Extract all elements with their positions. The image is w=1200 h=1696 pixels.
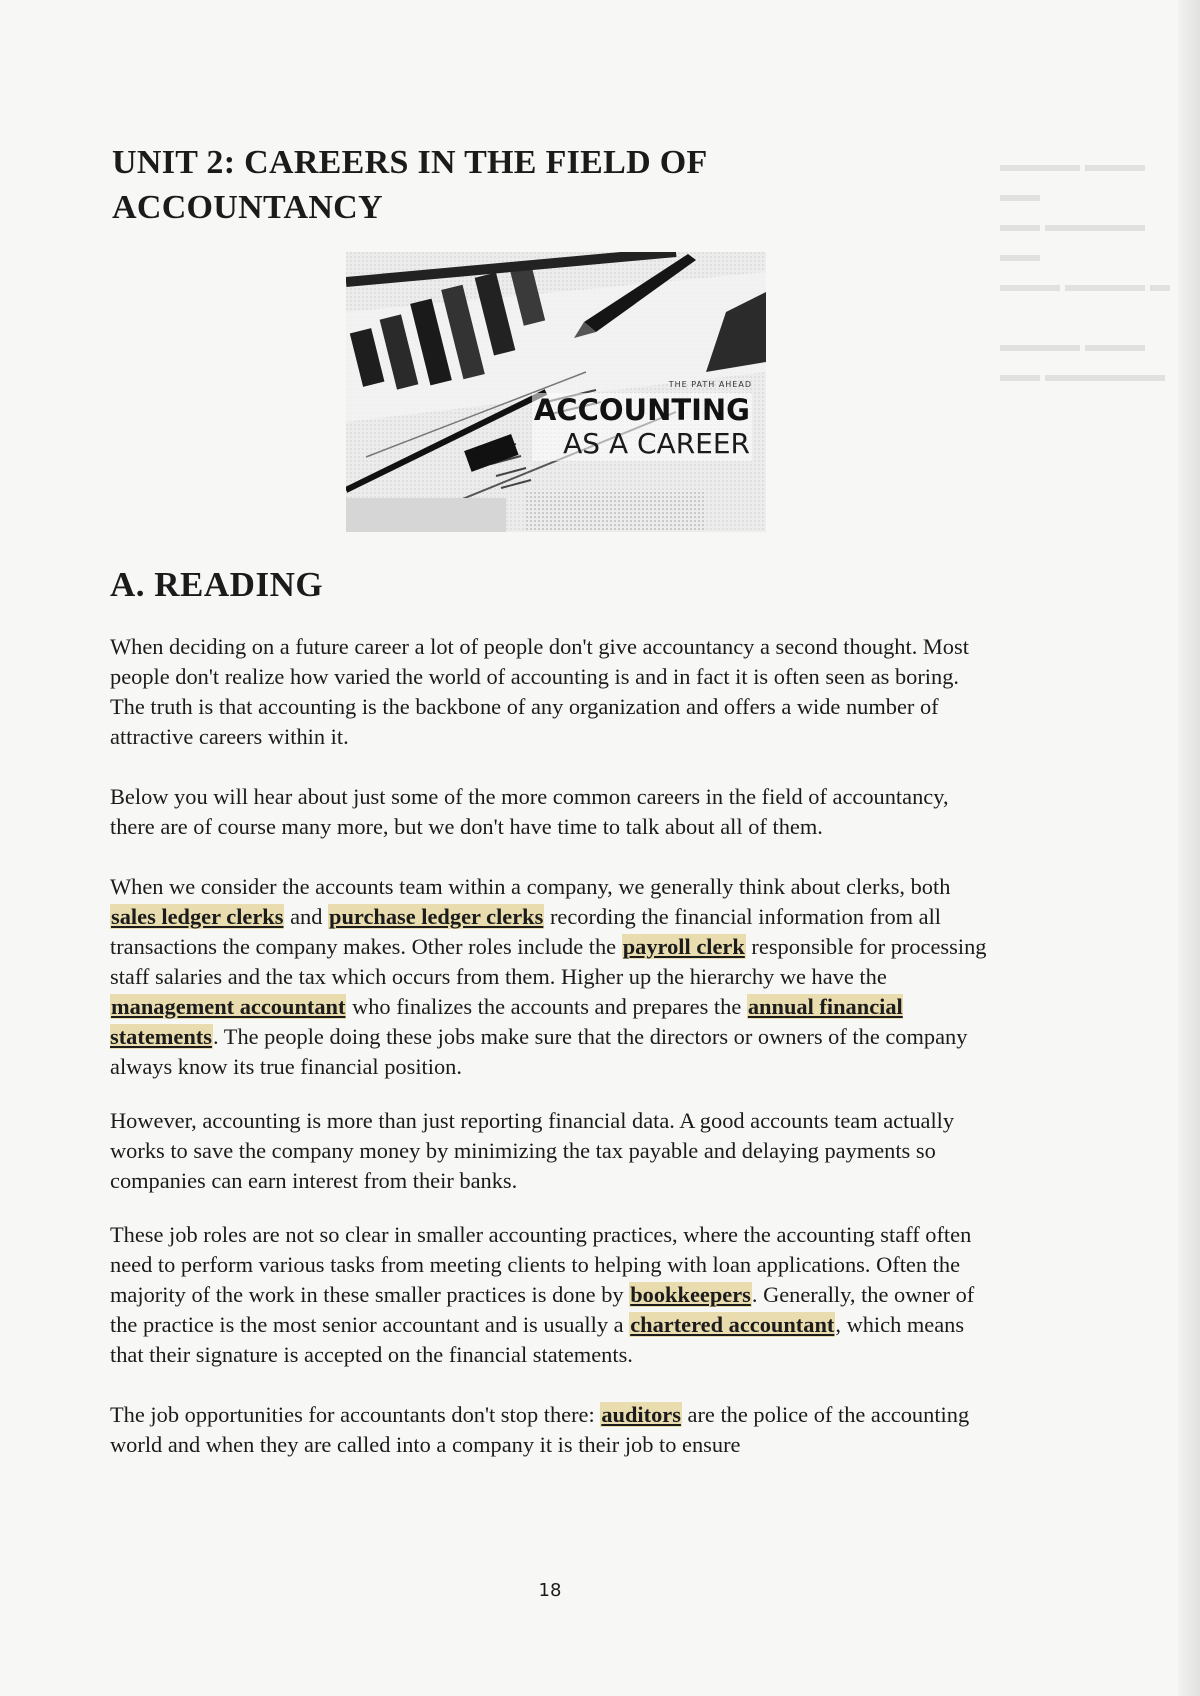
- term-purchase-ledger-clerks: purchase ledger clerks: [329, 904, 544, 929]
- show-through-text: ▬▬▬▬ ▬▬▬ ▬▬ ▬▬ ▬▬▬▬▬ ▬▬ ▬▬▬ ▬▬▬▬ ▬ ▬▬▬▬ ▬▬▬ ▬▬ ▬▬▬▬▬▬: [1000, 154, 1170, 386]
- text-segment: . Generally, the owner of the practice is the most senior accountant and is usually a: [110, 1282, 975, 1337]
- reading-text: [110, 632, 990, 1490]
- banner-small-text: THE PATH AHEAD: [668, 380, 752, 389]
- paragraph-3: [110, 872, 990, 1082]
- text-segment: When we consider the accounts team within a company, we generally think about clerks, both: [110, 874, 951, 899]
- paragraph-5: [110, 1220, 990, 1370]
- text-segment: are the police of the accounting world and when they are called into a company it is their job to ensure: [110, 1402, 970, 1457]
- unit-title-line-2: ACCOUNTANCY: [112, 189, 383, 226]
- text-segment: recording the financial information from all transactions the company makes. Other roles include the: [110, 904, 942, 959]
- term-chartered-accountant: chartered accountant: [630, 1312, 835, 1337]
- text-segment: The job opportunities for accountants don't stop there:: [110, 1402, 601, 1427]
- paragraph-2: [110, 782, 990, 842]
- term-sales-ledger-clerks: sales ledger clerks: [111, 904, 284, 929]
- text-segment: responsible for processing staff salaries and the tax which occurs from them. Higher up the hierarchy we have the: [110, 934, 987, 989]
- term-bookkeepers: bookkeepers: [630, 1282, 751, 1307]
- text-segment: These job roles are not so clear in smaller accounting practices, where the accounting staff often need to perform various tasks from meeting clients to helping with loan applications. Often the majority of the work in these smaller practices is done by: [110, 1222, 972, 1307]
- page-edge-shadow: [1178, 0, 1200, 1696]
- text-segment: When deciding on a future career a lot of people don't give accountancy a second thought. Most people don't realize how varied the world of accounting is and in fact it is often seen as boring. The truth is that accounting is the backbone of any organization and offers a wide number of attractive careers within it.: [110, 634, 969, 749]
- term-management-accountant: management accountant: [111, 994, 346, 1019]
- term-annual-financial-statements: annual financial statements: [110, 994, 903, 1049]
- text-segment: However, accounting is more than just reporting financial data. A good accounts team actually works to save the company money by minimizing the tax payable and delaying payments so companies can earn interest from their banks.: [110, 1108, 955, 1193]
- paragraph-1: [110, 632, 990, 752]
- banner-line-1: ACCOUNTING: [533, 393, 750, 427]
- banner-caption: [532, 380, 752, 461]
- paragraph-6: [110, 1400, 990, 1460]
- paragraph-4: [110, 1106, 990, 1196]
- text-segment: Below you will hear about just some of the more common careers in the field of accountancy, there are of course many more, but we don't have time to talk about all of them.: [110, 784, 949, 839]
- text-segment: and: [284, 904, 328, 929]
- banner-line-2: AS A CAREER: [532, 427, 752, 461]
- accounting-career-banner: [346, 252, 766, 532]
- page-number: 18: [538, 1580, 562, 1601]
- text-segment: . The people doing these jobs make sure that the directors or owners of the company always know its true financial position.: [110, 1024, 968, 1079]
- section-heading-reading: A. READING: [110, 565, 324, 604]
- text-segment: , which means that their signature is accepted on the financial statements.: [110, 1312, 965, 1367]
- term-payroll-clerk: payroll clerk: [622, 934, 745, 959]
- unit-title-line-1: UNIT 2: CAREERS IN THE FIELD OF: [112, 144, 708, 181]
- term-auditors: auditors: [601, 1402, 681, 1427]
- text-segment: who finalizes the accounts and prepares the: [346, 994, 747, 1019]
- unit-title: [112, 140, 812, 230]
